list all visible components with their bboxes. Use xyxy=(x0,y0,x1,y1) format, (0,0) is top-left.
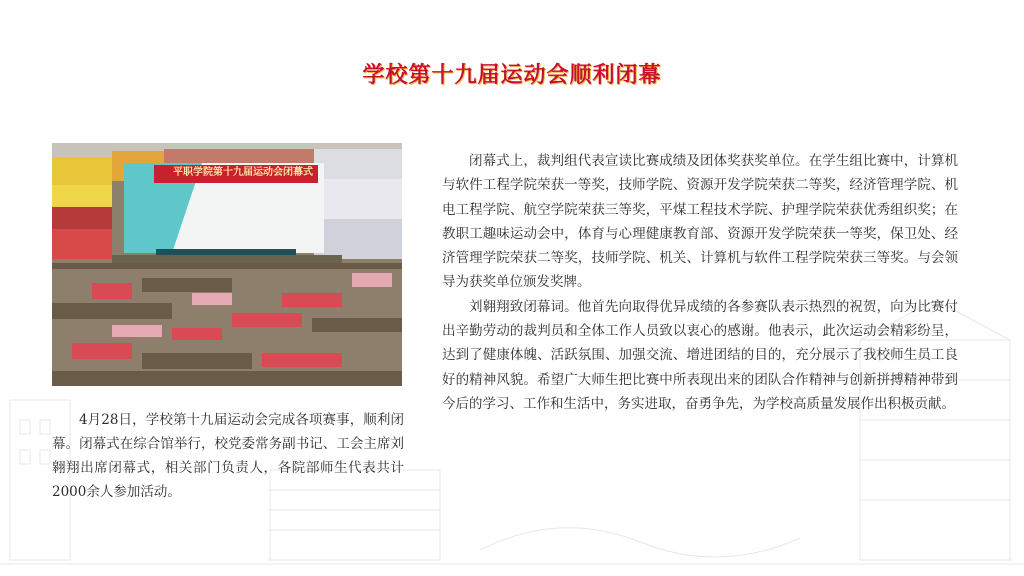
page-title: 学校第十九届运动会顺利闭幕 xyxy=(362,63,662,88)
closing-speech-paragraph: 刘翱翔致闭幕词。他首先向取得优异成绩的各参赛队表示热烈的祝贺，向为比赛付出辛勤劳动的裁判员和全体工作人员致以衷心的感谢。他表示，此次运动会精彩纷呈，达到了健康体魄、活跃氛围、加强交流、增进团结的目的，充分展示了我校师生员工良好的精神风貌。希望广大师生把比赛中所表现出来的团队合作精神与创新拼搏精神带到今后的学习、工作和生活中，务实进取，奋勇争先，为学校高质量发展作出积极贡献。 xyxy=(442,298,958,412)
awards-paragraph: 闭幕式上，裁判组代表宣读比赛成绩及团体奖获奖单位。在学生组比赛中，计算机与软件工程学院荣获一等奖，技师学院、资源开发学院荣获二等奖，经济管理学院、机电工程学院、航空学院荣获三等奖，平煤工程技术学院、护理学院荣获优秀组织奖；在教职工趣味运动会中，体育与心理健康教育部、资源开发学院荣获一等奖，保卫处、经济管理学院荣获二等奖，技师学院、机关、计算机与软件工程学院荣获三等奖。与会领导为获奖单位颁发奖牌。 xyxy=(442,153,958,291)
closing-ceremony-photo xyxy=(52,143,402,386)
event-summary-paragraph: 4月28日，学校第十九届运动会完成各项赛事，顺利闭幕。闭幕式在综合馆举行，校党委常务副书记、工会主席刘翱翔出席闭幕式，相关部门负责人，各院部师生代表共计2000余人参加活动。 xyxy=(52,412,404,500)
photo-banner-text: 平职学院第十九届运动会闭幕式 xyxy=(173,167,313,178)
right-paragraph-block xyxy=(442,149,958,416)
left-paragraph-block xyxy=(52,408,404,504)
